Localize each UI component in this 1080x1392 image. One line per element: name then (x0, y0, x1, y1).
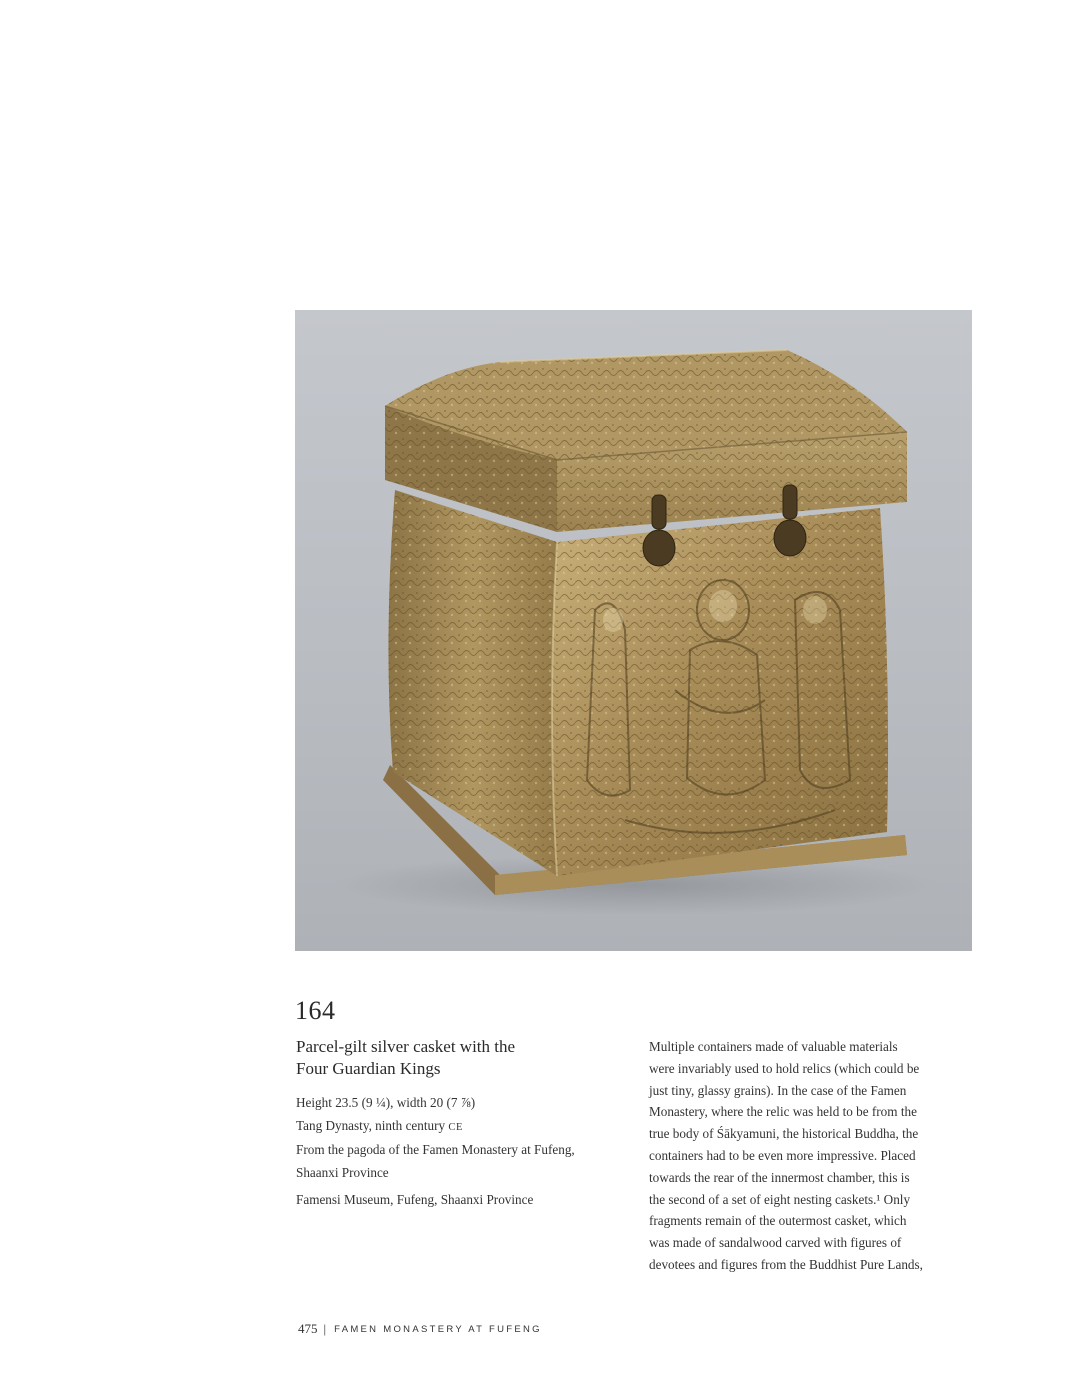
dimensions: Height 23.5 (9 ¼), width 20 (7 ⅞) (296, 1095, 476, 1110)
body-line: containers had to be even more impressive. Placed (649, 1147, 916, 1163)
page-number: 475 (298, 1321, 318, 1336)
body-line: Multiple containers made of valuable materials (649, 1039, 898, 1054)
period (296, 1115, 636, 1140)
entry-title (296, 1036, 596, 1080)
body-line: Monastery, where the relic was held to be from the (649, 1104, 917, 1120)
casket-photo (295, 310, 972, 951)
entry-details (296, 1092, 636, 1184)
page-footer (298, 1321, 542, 1337)
provenance-line: Shaanxi Province (296, 1164, 389, 1180)
body-text (649, 1036, 979, 1276)
body-line: was made of sandalwood carved with figures of (649, 1235, 902, 1251)
provenance-line: From the pagoda of the Famen Monastery at Fufeng, (296, 1142, 575, 1157)
running-head: FAMEN MONASTERY AT FUFENG (334, 1323, 542, 1335)
body-line: true body of Śākyamuni, the historical Buddha, the (649, 1126, 919, 1142)
period-era: CE (448, 1121, 464, 1133)
footer-separator: | (323, 1321, 327, 1336)
period-text: Tang Dynasty, ninth century (296, 1117, 449, 1133)
body-line: fragments remain of the outermost casket, which (649, 1213, 907, 1229)
body-line: just tiny, glassy grains). In the case of the Famen (649, 1082, 907, 1098)
body-line: the second of a set of eight nesting caskets.¹ Only (649, 1191, 911, 1207)
body-line: devotees and figures from the Buddhist Pure Lands, (649, 1256, 923, 1272)
catalogue-number: 164 (295, 996, 336, 1025)
entry-title-line: Four Guardian Kings (296, 1059, 441, 1078)
body-line: towards the rear of the innermost chamber, this is (649, 1169, 910, 1185)
body-line: were invariably used to hold relics (which could be (649, 1060, 920, 1076)
collection-credit: Famensi Museum, Fufeng, Shaanxi Province (296, 1192, 534, 1207)
entry-title-line: Parcel-gilt silver casket with the (296, 1037, 516, 1056)
casket-illustration (295, 310, 972, 951)
